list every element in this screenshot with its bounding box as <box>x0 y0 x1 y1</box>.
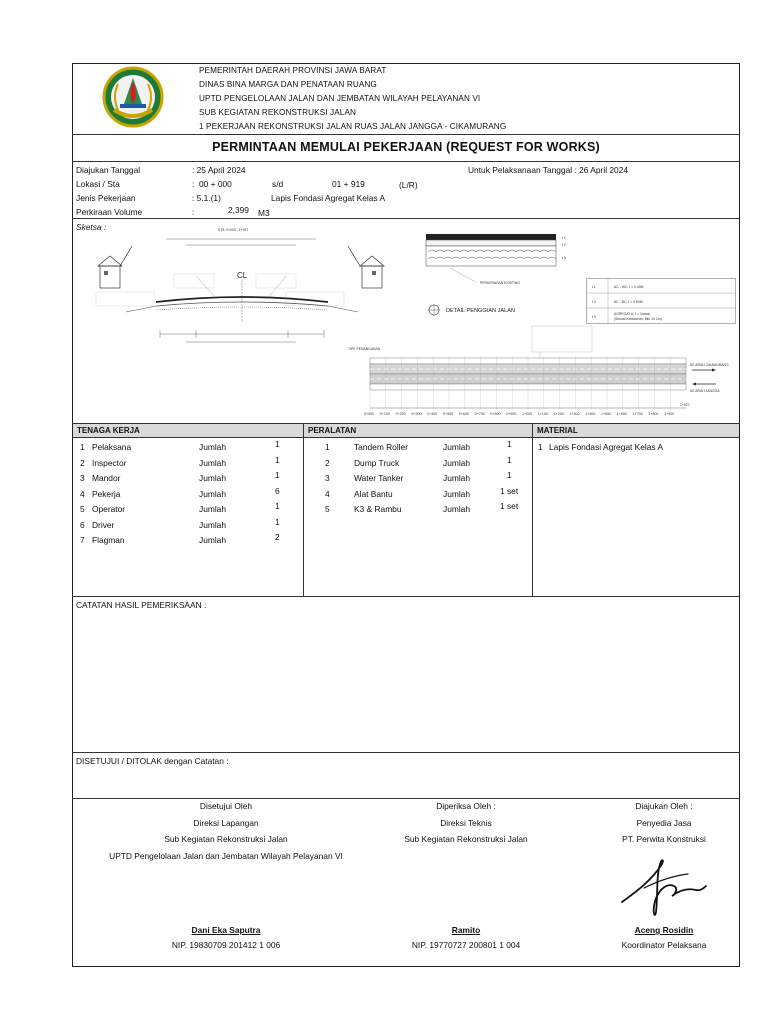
diajukan-value: : 25 April 2024 <box>192 165 246 175</box>
station-label: 0+000 <box>364 412 375 416</box>
volume-colon: : <box>192 207 195 217</box>
peralatan-row-qty: 1 set <box>500 485 519 496</box>
peralatan-row-jumlah: Jumlah <box>443 457 470 468</box>
sig-left-nip: NIP. 19830709 201412 1 006 <box>171 940 281 950</box>
peralatan-row-jumlah: Jumlah <box>443 473 470 483</box>
tenaga-row-jumlah: Jumlah <box>199 535 226 545</box>
column-divider <box>532 423 533 596</box>
station-label: 1+200 <box>553 412 564 416</box>
tenaga-row-name: Inspector <box>92 457 127 468</box>
volume-value: 2,399 <box>228 205 249 215</box>
tenaga-row-qty: 6 <box>275 485 280 496</box>
tenaga-row-jumlah: Jumlah <box>199 519 226 530</box>
tenaga-row-qty: 1 <box>275 516 280 527</box>
layer-t2-label: t 2 <box>562 243 566 247</box>
station-label: 1+900 <box>664 412 675 416</box>
sig-left-line2: Direksi Lapangan <box>193 818 259 828</box>
station-label: 0+700 <box>474 412 485 416</box>
divider <box>72 798 740 799</box>
station-label: 0+500 <box>443 412 454 416</box>
tenaga-row-jumlah: Jumlah <box>199 488 226 499</box>
peralatan-row-qty: 1 set <box>500 501 519 511</box>
sig-middle-role: Diperiksa Oleh : <box>436 801 496 811</box>
tenaga-row-no: 5 <box>80 504 85 514</box>
disetujui-ditolak-label: DISETUJUI / DITOLAK dengan Catatan : <box>76 756 229 766</box>
tenaga-heading: TENAGA KERJA <box>73 424 303 437</box>
sta-sd: s/d <box>272 179 284 189</box>
jenis-name: Lapis Fondasi Agregat Kelas A <box>271 193 386 203</box>
sta-label: STA. 0+000 - 1+927 <box>218 228 249 232</box>
lokasi-colon: : <box>192 179 195 189</box>
tenaga-row-no: 1 <box>80 442 85 452</box>
legend-wc: AC - WC, t = 0.40M <box>614 285 644 289</box>
divider <box>72 134 740 135</box>
sta-from: 00 + 000 <box>199 179 232 189</box>
peralatan-row-jumlah: Jumlah <box>443 442 470 452</box>
tenaga-row-no: 4 <box>80 488 85 499</box>
sig-right-nip: Koordinator Pelaksana <box>621 940 707 950</box>
column-divider <box>303 423 304 596</box>
tenaga-row-no: 3 <box>80 473 85 483</box>
existing-label: PERKERASAN EXISTING <box>480 281 520 285</box>
pelaksanaan-date: Untuk Pelaksanaan Tanggal : 26 April 2024 <box>468 165 629 175</box>
tenaga-row-jumlah: Jumlah <box>199 457 226 468</box>
station-label: 0+400 <box>427 412 438 416</box>
sig-middle-name: Ramito <box>451 925 481 935</box>
material-row-no: 1 <box>538 442 543 452</box>
dir-jangga: KE ARAH JANGGA <box>690 389 720 393</box>
station-label: 0+900 <box>506 412 517 416</box>
legend-t1: t 1 <box>592 285 596 289</box>
legend-agregat: AGREGAT A, t = Variasi <box>614 312 651 316</box>
divider <box>72 437 740 438</box>
peralatan-row-no: 2 <box>325 457 330 468</box>
tenaga-row-name: Flagman <box>92 535 125 545</box>
station-label: 1+600 <box>616 412 627 416</box>
divider <box>72 596 740 597</box>
station-label: 0+100 <box>379 412 390 416</box>
layer-t1-label: t 1 <box>562 236 566 240</box>
peralatan-row-no: 1 <box>325 442 330 452</box>
logo <box>100 64 166 130</box>
sig-right-role: Diajukan Oleh : <box>635 801 693 811</box>
peralatan-row-no: 4 <box>325 488 330 499</box>
sig-middle-line2: Direksi Teknis <box>440 818 492 828</box>
sig-left-role: Disetujui Oleh <box>199 801 253 811</box>
station-label: 1+300 <box>569 412 580 416</box>
tenaga-row-qty: 1 <box>275 439 280 449</box>
peralatan-row-name: Tandem Roller <box>354 442 408 452</box>
peralatan-row-qty: 1 <box>507 470 512 480</box>
legend-agregat-note: (Sesuai Kebutuhan, Min 10 Cm) <box>614 317 663 321</box>
sig-left-name: Dani Eka Saputra <box>191 925 261 935</box>
tenaga-row-jumlah: Jumlah <box>199 473 226 483</box>
station-label: 0+200 <box>395 412 406 416</box>
tenaga-row-no: 2 <box>80 457 85 468</box>
peralatan-row-qty: 1 <box>507 454 512 465</box>
tenaga-row-name: Pelaksana <box>92 442 132 452</box>
jenis-code: : 5.1.(1) <box>192 193 221 203</box>
sig-right-name: Aceng Rosidin <box>634 925 694 935</box>
detail-label: DETAIL PENGGIAN JALAN <box>446 308 516 314</box>
layer-legend <box>586 278 736 324</box>
layer-t3-label: t 3 <box>562 256 566 260</box>
jawa-barat-emblem-icon <box>100 64 166 130</box>
sig-left-line3: Sub Kegiatan Rekonstruksi Jalan <box>164 834 288 844</box>
sig-right-line2: Penyedia Jasa <box>636 818 692 828</box>
tenaga-row-name: Mandor <box>92 473 121 483</box>
sig-middle-nip: NIP. 19770727 200801 1 004 <box>411 940 521 950</box>
handwritten-signature-icon <box>616 852 712 920</box>
tenaga-row-name: Operator <box>92 504 126 514</box>
peralatan-row-no: 3 <box>325 473 330 483</box>
lokasi-label: Lokasi / Sta <box>76 179 120 189</box>
station-label: 1+700 <box>632 412 643 416</box>
catatan-label: CATATAN HASIL PEMERIKSAAN : <box>76 600 207 610</box>
dir-cikamurang: KE ARAH CIKAMURANG <box>690 363 729 367</box>
legend-t2: t 2 <box>592 300 596 304</box>
plan-drawing <box>340 326 729 418</box>
divider <box>72 161 740 162</box>
tenaga-row-name: Driver <box>92 519 115 530</box>
tenaga-row-name: Pekerja <box>92 488 121 499</box>
volume-label: Perkiraan Volume <box>76 207 143 217</box>
header-line-5: 1 PEKERJAAN REKONSTRUKSI JALAN RUAS JALAN JANGGA - CIKAMURANG <box>199 122 507 131</box>
station-label: 0+300 <box>411 412 422 416</box>
sig-right-line3: PT. Perwita Konstruksi <box>622 834 706 844</box>
tenaga-row-qty: 1 <box>275 501 280 511</box>
station-label: 1+100 <box>537 412 548 416</box>
sig-middle-line3: Sub Kegiatan Rekonstruksi Jalan <box>404 834 528 844</box>
station-label: 1+000 <box>522 412 533 416</box>
divider <box>72 218 740 219</box>
header-line-3: UPTD PENGELOLAAN JALAN DAN JEMBATAN WILAYAH PELAYANAN VI <box>199 94 481 103</box>
end-station: 1+927 <box>680 403 690 407</box>
header-line-4: SUB KEGIATAN REKONSTRUKSI JALAN <box>199 108 357 117</box>
peralatan-row-jumlah: Jumlah <box>443 488 470 499</box>
material-heading: MATERIAL <box>533 424 739 437</box>
peralatan-row-qty: 1 <box>507 439 512 449</box>
station-label: 0+800 <box>490 412 501 416</box>
tipe-label: TIPE PENANGANAN <box>348 347 381 351</box>
header-line-1: PEMERINTAH DAERAH PROVINSI JAWA BARAT <box>199 66 387 75</box>
peralatan-row-jumlah: Jumlah <box>443 504 470 514</box>
tenaga-row-no: 7 <box>80 535 85 545</box>
divider <box>72 752 740 753</box>
header-line-2: DINAS BINA MARGA DAN PENATAAN RUANG <box>199 80 377 89</box>
station-label: 1+400 <box>585 412 596 416</box>
jenis-label: Jenis Pekerjaan <box>76 193 136 203</box>
peralatan-heading: PERALATAN <box>304 424 532 437</box>
legend-t3: t 3 <box>592 315 596 319</box>
sta-to: 01 + 919 <box>332 179 365 189</box>
station-label: 0+600 <box>458 412 469 416</box>
tenaga-row-no: 6 <box>80 519 85 530</box>
diajukan-label: Diajukan Tanggal <box>76 165 141 175</box>
tenaga-row-qty: 2 <box>275 532 280 542</box>
peralatan-row-name: K3 & Rambu <box>354 504 402 514</box>
tenaga-row-qty: 1 <box>275 454 280 465</box>
material-row-name: Lapis Fondasi Agregat Kelas A <box>549 442 664 452</box>
sta-lr: (L/R) <box>399 180 418 190</box>
tenaga-row-jumlah: Jumlah <box>199 504 226 514</box>
layer-detail-drawing <box>420 228 570 324</box>
tenaga-row-jumlah: Jumlah <box>199 442 226 452</box>
station-label: 1+800 <box>648 412 659 416</box>
peralatan-row-name: Alat Bantu <box>354 488 393 499</box>
peralatan-row-name: Dump Truck <box>354 457 400 468</box>
document-frame <box>72 63 740 967</box>
volume-unit: M3 <box>258 208 270 218</box>
centerline-label: CL <box>237 271 248 280</box>
peralatan-row-no: 5 <box>325 504 330 514</box>
page-title: PERMINTAAN MEMULAI PEKERJAAN (REQUEST FOR WORKS) <box>212 140 600 154</box>
peralatan-row-name: Water Tanker <box>354 473 404 483</box>
station-label: 1+500 <box>601 412 612 416</box>
sketsa-label: Sketsa : <box>76 222 107 232</box>
legend-bc: AC - BC, t = 0.60M <box>614 300 643 304</box>
tenaga-row-qty: 1 <box>275 470 280 480</box>
sig-left-line4: UPTD Pengelolaan Jalan dan Jembatan Wilayah Pelayanan VI <box>109 851 343 861</box>
